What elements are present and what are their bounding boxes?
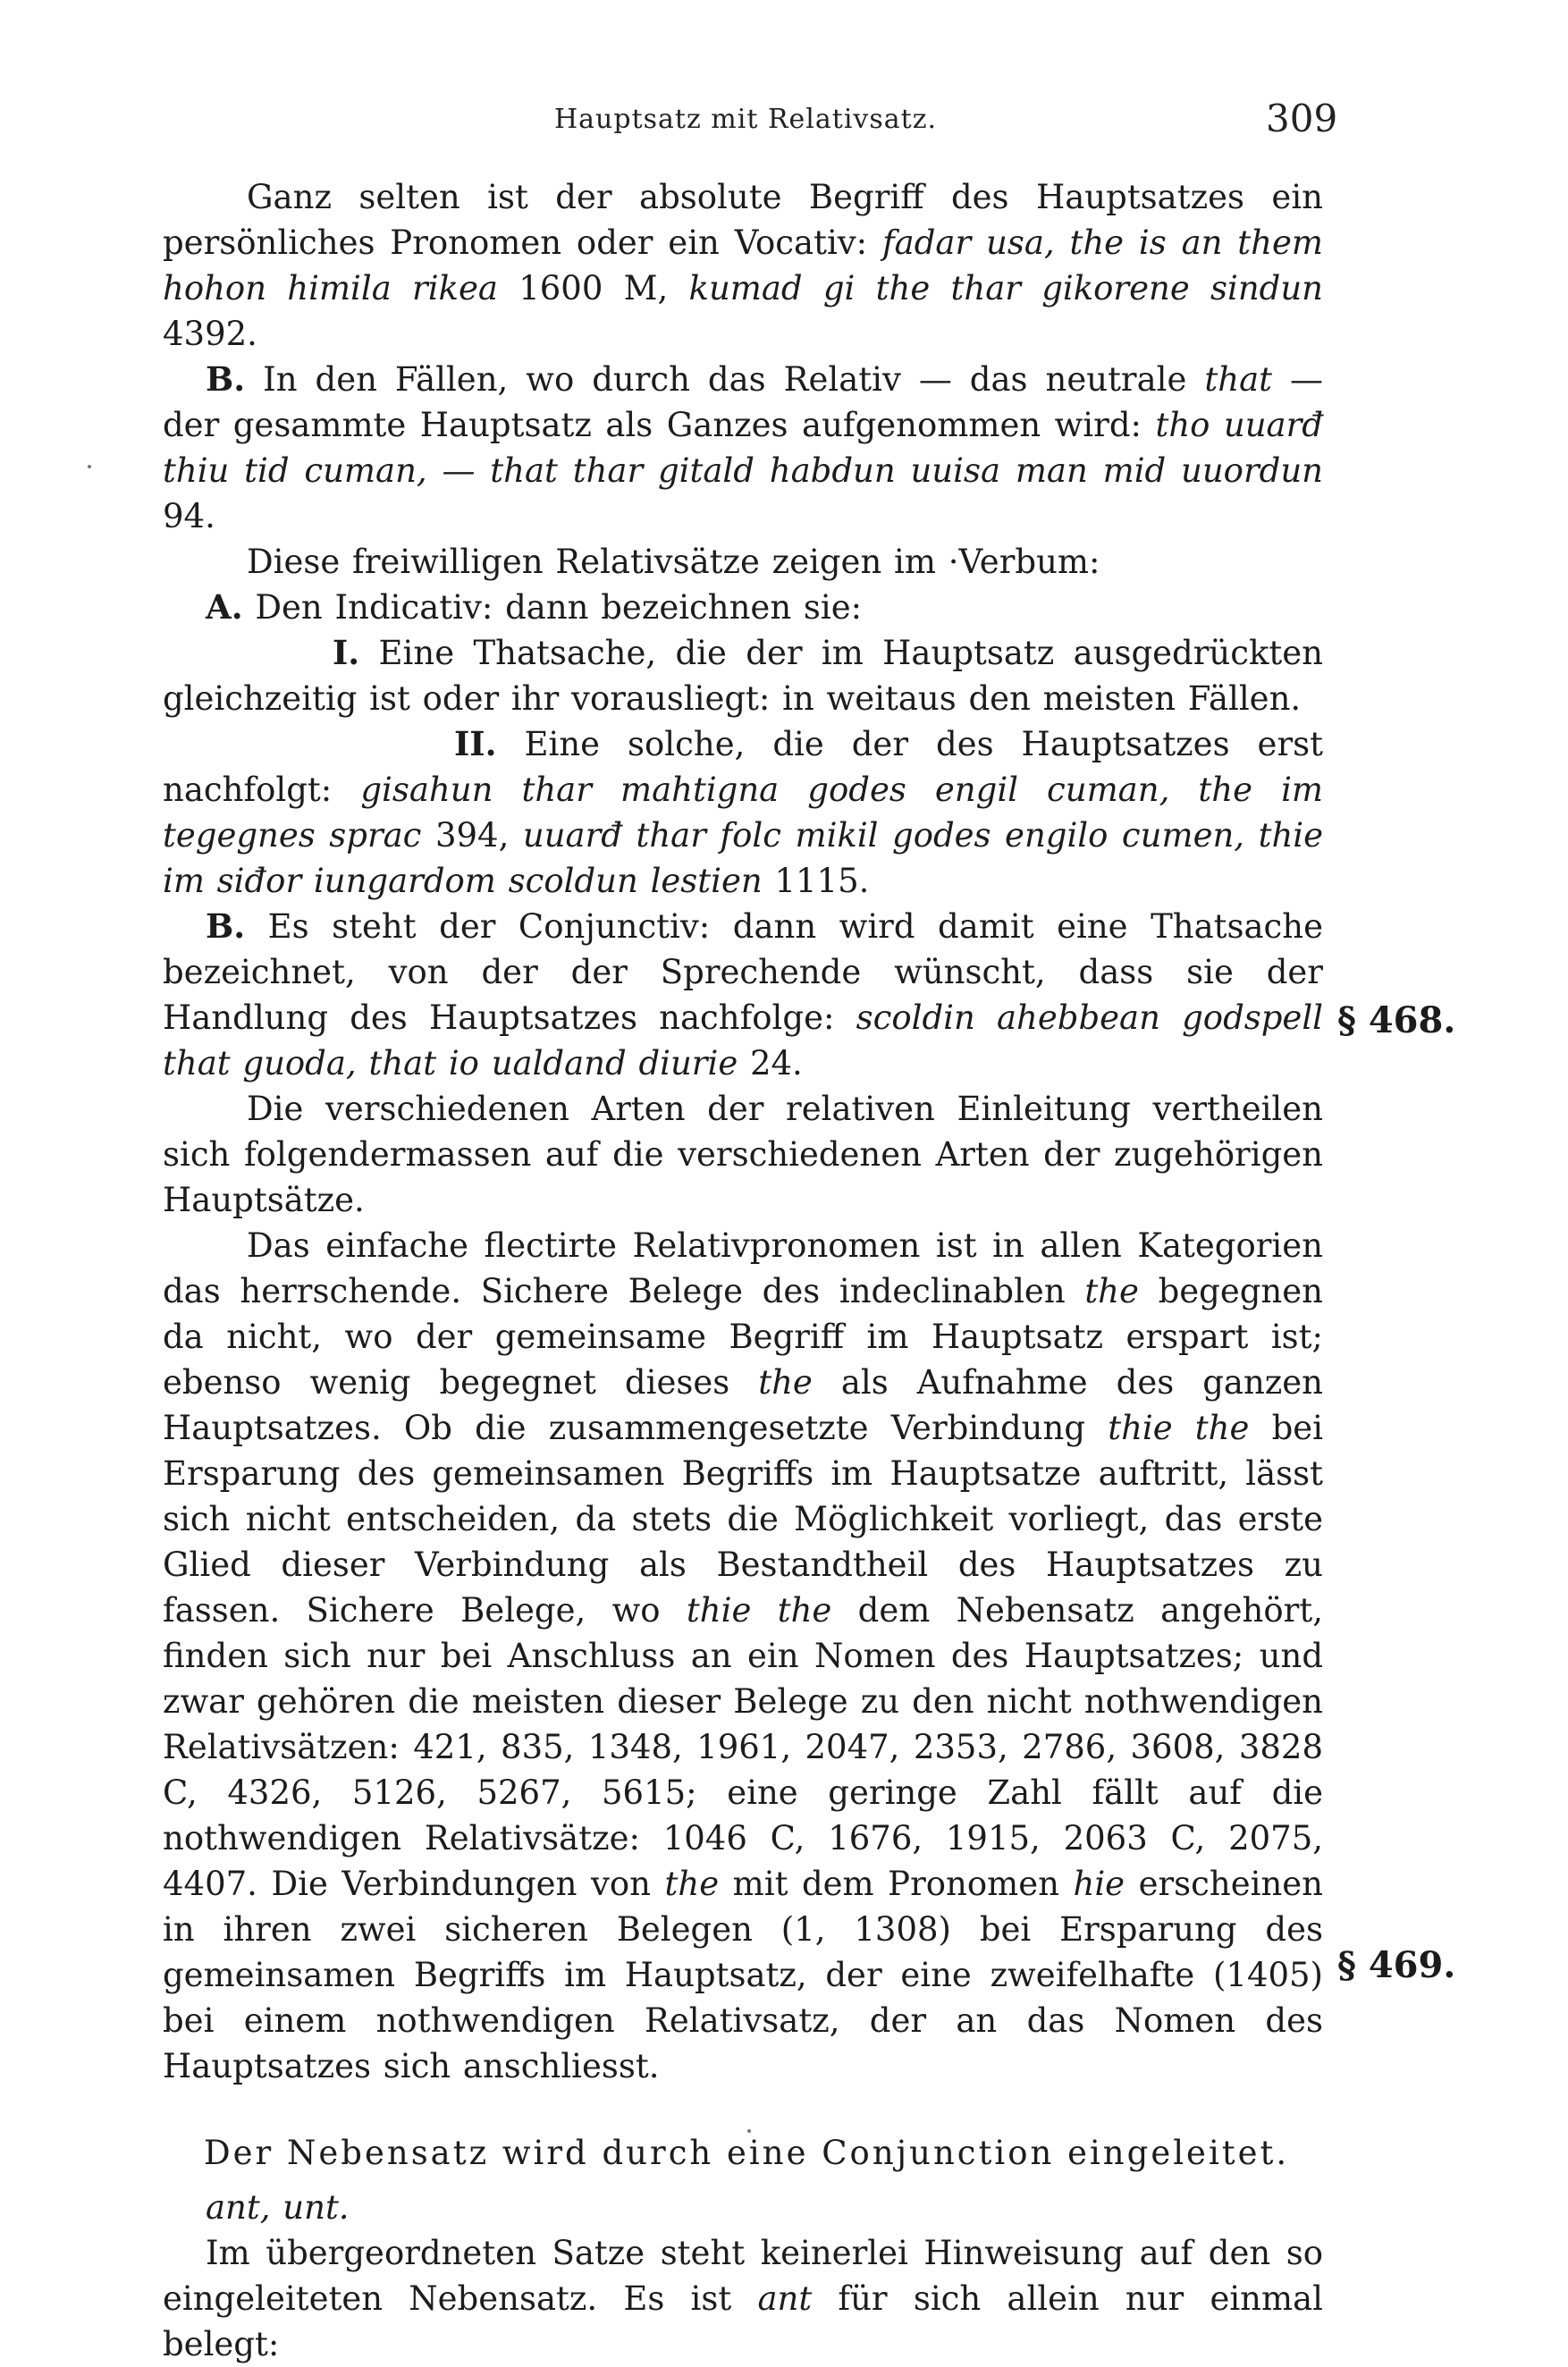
example-quote: uuarđ thar folc mikil godes engilo cumen, thie im siđor iungardom scoldun lestien	[163, 816, 1324, 900]
example-word: ant	[757, 2279, 813, 2318]
text: 24.	[738, 1044, 803, 1082]
page-number: 309	[1266, 97, 1338, 140]
text: 4392.	[163, 315, 257, 353]
example-word: thie the	[686, 1591, 832, 1630]
paragraph-b-conjunctiv	[163, 904, 1323, 1086]
example-word: that	[1204, 360, 1273, 399]
example-quote: tho uuarđ thiu tid cuman, — that thar gitald habdun uuisa man mid uuordun	[163, 406, 1323, 490]
text: Im übergeordneten Satze steht keinerlei Hinweisung auf den so eingeleiteten Nebensatz. Es ist	[163, 2234, 1323, 2318]
text: Eine Thatsache, die der im Hauptsatz ausgedrückten gleichzeitig ist oder ihr vorausliegt: in weitaus den meisten Fällen.	[163, 634, 1323, 718]
example-quote: kumad gi the thar gikorene sindun	[688, 269, 1323, 307]
example-word: ant, unt.	[206, 2188, 350, 2227]
example-word: hie	[1073, 1865, 1125, 1903]
section-heading: Der Nebensatz wird durch eine Conjunction eingeleitet.	[204, 2134, 1290, 2172]
paragraph-relativpronomen	[163, 1223, 1323, 2089]
text: Eine solche, die der des Hauptsatzes erst nachfolgt:	[163, 725, 1323, 809]
text: für sich allein nur einmal belegt:	[163, 2279, 1323, 2363]
text: 394,	[421, 816, 523, 855]
text: Die verschiedenen Arten der relativen Einleitung vertheilen sich folgendermassen auf die verschiedenen Arten der zugehörigen Hauptsätze.	[163, 1090, 1323, 1219]
paragraph-arten	[163, 1086, 1323, 1223]
text: erscheinen in ihren zwei sicheren Belegen (1, 1308) bei Ersparung des gemeinsamen Begriffs im Hauptsatz, der eine zweifelhafte (1405) bei einem nothwendigen Relativsatz, der an das Nomen des Hauptsatzes sich anschliesst.	[163, 1865, 1324, 2085]
example-word: the	[1084, 1272, 1139, 1310]
text-column	[163, 174, 1323, 2367]
example-quote: fadar usa, the is an them hohon himila rikea	[163, 223, 1323, 307]
section-marker: B.	[206, 906, 246, 946]
text: 1600 M,	[497, 269, 689, 307]
paragraph-a-indicativ	[163, 585, 1323, 630]
section-marker: II.	[454, 724, 497, 763]
text: In den Fällen, wo durch das Relativ — das neutrale	[245, 360, 1205, 399]
text: Es steht der Conjunctiv: dann wird damit eine Thatsache bezeichnet, von der der Sprechende wünscht, dass sie der Handlung des Hauptsatzes nachfolge:	[163, 907, 1323, 1037]
example-quote: gisahun thar mahtigna godes engil cuman, the im tegegnes sprac	[163, 771, 1323, 855]
running-title: Hauptsatz mit Relativsatz.	[554, 104, 938, 135]
paragraph-freiwillige	[163, 539, 1323, 585]
scan-speck	[747, 2129, 751, 2133]
scan-speck	[88, 465, 91, 468]
paragraph-b-relativ	[163, 357, 1323, 539]
paragraph-ant-unt	[163, 2185, 1323, 2230]
text: 94.	[163, 497, 215, 535]
margin-section-468: § 468.	[1337, 999, 1456, 1041]
text: Ganz selten ist der absolute Begriff des Hauptsatzes ein persönliches Pronomen oder ein Vocativ:	[163, 178, 1323, 262]
example-word: thie the	[1108, 1409, 1250, 1447]
text: dem Nebensatz angehört, finden sich nur bei Anschluss an ein Nomen des Hauptsatzes; und zwar gehören die meisten dieser Belege zu den nicht nothwendigen Relativsätzen: 421, 835, 1348, 1961, 2047, 2353, 2786, 3608, 3828 C, 4326, 5126, 5267, 5615; eine geringe Zahl fällt auf die nothwendigen Relativsätze: 1046 C, 1676, 1915, 2063 C, 2075, 4407. Die Verbindungen von	[163, 1591, 1323, 1903]
paragraph-ii-nachfolgt	[163, 721, 1323, 904]
example-word: the	[758, 1363, 813, 1402]
section-marker: I.	[333, 633, 360, 672]
text: — der gesammte Hauptsatz als Ganzes aufgenommen wird:	[163, 360, 1324, 444]
text: Diese freiwilligen Relativsätze zeigen im ·Verbum:	[247, 543, 1100, 581]
section-marker: A.	[206, 587, 243, 627]
text: als Aufnahme des ganzen Hauptsatzes. Ob die zusammengesetzte Verbindung	[163, 1363, 1324, 1447]
example-word: the	[664, 1865, 720, 1903]
paragraph-i-thatsache	[163, 630, 1323, 721]
text: begegnen da nicht, wo der gemeinsame Begriff im Hauptsatz erspart ist; ebenso wenig begegnet dieses	[163, 1272, 1323, 1402]
example-quote: scoldin ahebbean godspell that guoda, that io ualdand diurie	[163, 998, 1323, 1082]
running-head	[0, 97, 1568, 150]
text: 1115.	[762, 862, 870, 900]
text: Den Indicativ: dann bezeichnen sie:	[242, 588, 863, 627]
paragraph-uebergeordnet	[163, 2230, 1323, 2367]
text: Das einfache flectirte Relativpronomen ist in allen Kategorien das herrschende. Sichere Belege des indeclinablen	[163, 1226, 1323, 1310]
text: bei Ersparung des gemeinsamen Begriffs im Hauptsatze auftritt, lässt sich nicht entscheiden, da stets die Möglichkeit vorliegt, das erste Glied dieser Verbindung als Bestandtheil des Hauptsatzes zu fassen. Sichere Belege, wo	[163, 1409, 1323, 1630]
paragraph-vocativ	[163, 174, 1323, 357]
text: mit dem Pronomen	[719, 1865, 1074, 1903]
margin-section-469: § 469.	[1337, 1944, 1456, 1986]
section-marker: B.	[206, 359, 246, 399]
